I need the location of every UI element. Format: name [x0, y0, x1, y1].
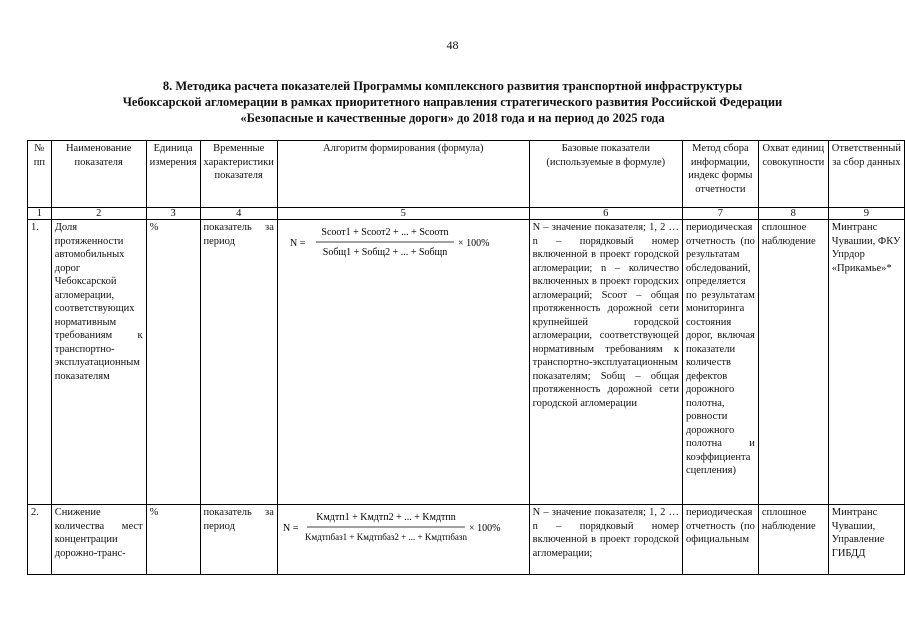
column-number: 9: [828, 208, 904, 220]
formula-denominator: Kмдтпбаз1 + Kмдтпбаз2 + ... + Kмдтпбазn: [305, 532, 468, 542]
row-number: 1.: [28, 220, 52, 505]
formula-cell: [277, 505, 529, 575]
section-heading: [40, 78, 865, 126]
header-cell: Метод сбора информации, индекс формы отчетности: [682, 141, 758, 208]
column-number: 5: [277, 208, 529, 220]
time-characteristics: показатель за период: [200, 505, 277, 575]
column-number: 1: [28, 208, 52, 220]
heading-line-1: 8. Методика расчета показателей Программы комплексного развития транспортной инфраструктуры: [162, 79, 743, 93]
time-characteristics: показатель за период: [200, 220, 277, 505]
responsible: Минтранс Чувашии, Управление ГИБДД: [828, 505, 904, 575]
collection-method: периодическая отчетность (по результатам обследований, определяется по результатам мониторинга состояния дорог, включая показатели количеств дефектов дорожного полотна, ровности дорожного полотна и коэффициента сцепления): [682, 220, 758, 505]
responsible: Минтранс Чувашии, ФКУ Упрдор «Прикамье»*: [828, 220, 904, 505]
header-cell: Базовые показатели (используемые в формуле): [529, 141, 682, 208]
formula-lhs: N =: [290, 238, 306, 249]
collection-method: периодическая отчетность (по официальным: [682, 505, 758, 575]
table-header-row: [28, 141, 905, 208]
unit: %: [146, 505, 200, 575]
table-row: [28, 505, 905, 575]
formula-numerator: Sсоот1 + Sсоот2 + ... + Sсоотn: [321, 227, 449, 238]
header-cell: Временные характеристики показателя: [200, 141, 277, 208]
formula-cell: [277, 220, 529, 505]
header-cell: Ответственный за сбор данных: [828, 141, 904, 208]
column-number: 3: [146, 208, 200, 220]
column-number: 4: [200, 208, 277, 220]
formula-lhs: N =: [283, 523, 299, 534]
header-cell: № пп: [28, 141, 52, 208]
header-cell: Алгоритм формирования (формула): [277, 141, 529, 208]
base-indicators: N – значение показателя; 1, 2 … n – порядковый номер включенной в проект городской агломерации; n – количество включенных в проект городских агломераций; Sсоот – общая протяженность дорожной сети крупнейшей городской агломерации, соответствующей нормативным требованиям к транспортно-эксплуатационным показателям; Sобщ – общая протяженность дорожной сети городской агломерации: [529, 220, 682, 505]
formula-1: [288, 223, 518, 263]
coverage: сплошное наблюдение: [758, 220, 828, 505]
header-cell: Охват единиц совокупности: [758, 141, 828, 208]
column-number: 8: [758, 208, 828, 220]
unit: %: [146, 220, 200, 505]
header-cell: Единица измерения: [146, 141, 200, 208]
formula-2: [283, 508, 523, 548]
column-number: 7: [682, 208, 758, 220]
heading-line-2: Чебоксарской агломерации в рамках приоритетного направления стратегического развития Российской Федерации: [122, 95, 783, 109]
coverage: сплошное наблюдение: [758, 505, 828, 575]
base-indicators: N – значение показателя; 1, 2 … n – порядковый номер включенной в проект городской агломерации;: [529, 505, 682, 575]
formula-factor: × 100%: [469, 523, 501, 534]
formula-denominator: Sобщ1 + Sобщ2 + ... + Sобщn: [323, 247, 448, 258]
formula-numerator: Kмдтп1 + Kмдтп2 + ... + Kмдтпn: [316, 512, 456, 523]
table-row: [28, 220, 905, 505]
column-number: 2: [51, 208, 146, 220]
formula-factor: × 100%: [458, 238, 490, 249]
indicators-table: [27, 140, 905, 575]
column-number-row: [28, 208, 905, 220]
column-number: 6: [529, 208, 682, 220]
heading-line-3: «Безопасные и качественные дороги» до 2018 года и на период до 2025 года: [240, 111, 665, 125]
header-cell: Наименование показателя: [51, 141, 146, 208]
page-number: 48: [446, 38, 459, 52]
indicator-name: Доля протяженности автомобильных дорог Чебоксарской агломерации, соответствующих нормативным требованиям к транспортно-эксплуатационным показателям: [51, 220, 146, 505]
row-number: 2.: [28, 505, 52, 575]
indicator-name: Снижение количества мест концентрации дорожно-транс-: [51, 505, 146, 575]
